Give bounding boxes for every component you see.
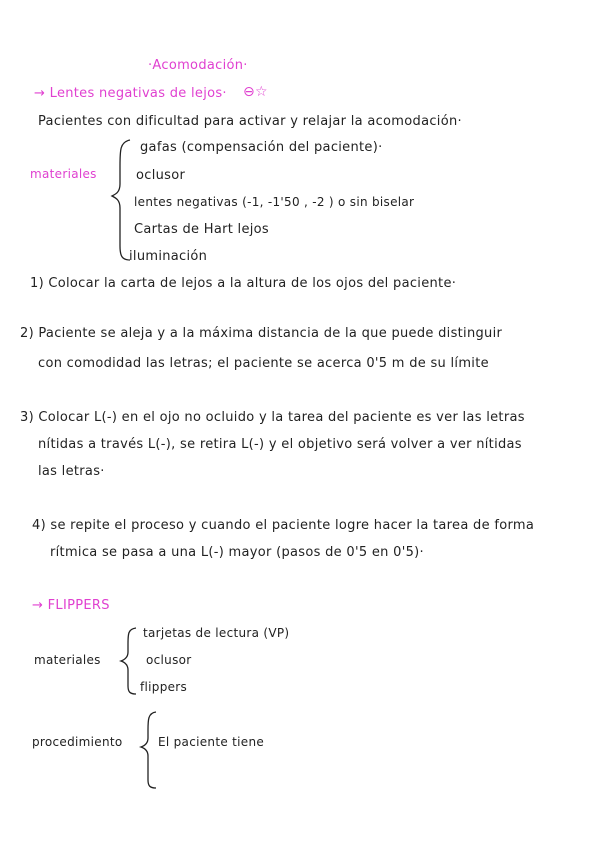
- material-item: gafas (compensación del paciente)·: [140, 140, 383, 155]
- step-4-line-1: 4) se repite el proceso y cuando el paciente logre hacer la tarea de forma: [32, 518, 535, 533]
- step-3-line-2: nítidas a través L(-), se retira L(-) y el objetivo será volver a ver nítidas: [38, 437, 522, 452]
- material-item: tarjetas de lectura (VP): [143, 626, 290, 640]
- material-item: oclusor: [136, 168, 186, 183]
- step-2-line-2: con comodidad las letras; el paciente se acerca 0'5 m de su límite: [38, 356, 489, 371]
- step-1-line-1: 1) Colocar la carta de lejos a la altura de los ojos del paciente·: [30, 276, 457, 291]
- section2-heading: → FLIPPERS: [32, 598, 110, 613]
- material-item: iluminación: [129, 249, 208, 264]
- material-item: flippers: [140, 680, 188, 694]
- step-3-line-3: las letras·: [38, 464, 105, 479]
- materials-label-2: materiales: [34, 653, 101, 667]
- section1-intro: Pacientes con dificultad para activar y relajar la acomodación·: [38, 114, 462, 129]
- procedure-label: procedimiento: [32, 735, 123, 749]
- material-item: Cartas de Hart lejos: [134, 222, 270, 237]
- material-item: lentes negativas (-1, -1'50 , -2 ) o sin biselar: [134, 195, 415, 209]
- section1-heading: → Lentes negativas de lejos·: [34, 86, 227, 101]
- procedure-brace: [138, 708, 160, 794]
- step-3-line-1: 3) Colocar L(-) en el ojo no ocluido y la tarea del paciente es ver las letras: [20, 410, 525, 425]
- materials-brace-1: [110, 136, 134, 264]
- materials-label-1: materiales: [30, 167, 97, 181]
- step-4-line-2: rítmica se pasa a una L(-) mayor (pasos de 0'5 en 0'5)·: [50, 545, 424, 560]
- section1-heading-marks: ⊖☆: [243, 84, 268, 100]
- materials-brace-2: [118, 624, 140, 698]
- material-item: oclusor: [146, 653, 192, 667]
- step-2-line-1: 2) Paciente se aleja y a la máxima distancia de la que puede distinguir: [20, 326, 503, 341]
- page-title: ·Acomodación·: [148, 58, 248, 73]
- procedure-item: El paciente tiene: [158, 735, 265, 749]
